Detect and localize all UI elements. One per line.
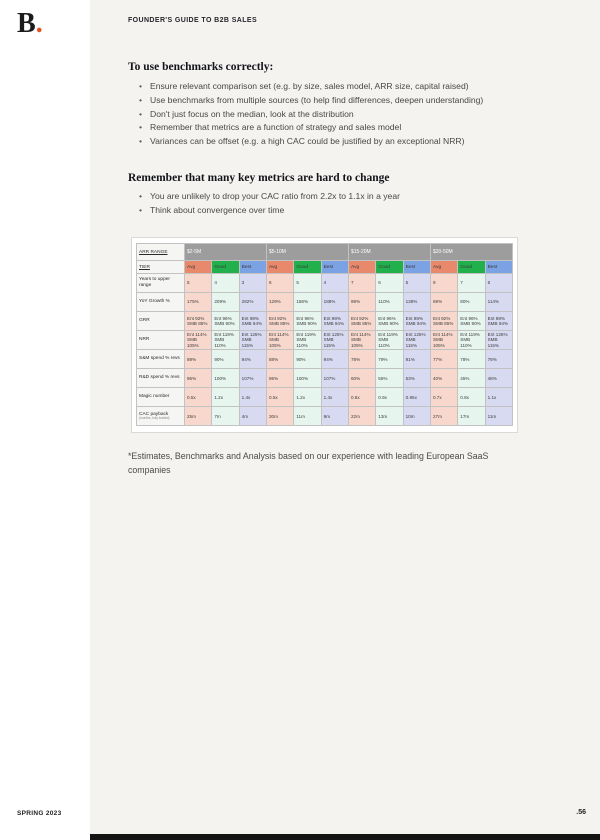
- bottom-accent-bar: [90, 834, 600, 840]
- table-row: [137, 388, 513, 407]
- metric-value-cell: 0.95x: [403, 388, 430, 407]
- brand-logo-letter: B: [17, 8, 36, 39]
- tier-header-best: Best: [239, 261, 266, 274]
- metric-value-cell: 0.8x: [458, 388, 485, 407]
- metric-value-cell: 0.5x: [266, 388, 293, 407]
- metric-value-cell: 27m: [430, 407, 457, 426]
- arr-range-group-header: $5-10M: [266, 244, 348, 261]
- metric-value-cell: 60%: [348, 369, 375, 388]
- benchmark-table-body: [137, 274, 513, 426]
- left-margin-strip: [0, 0, 90, 840]
- arr-range-group-header: $20-50M: [430, 244, 512, 261]
- metric-label: S&M spend % revs: [137, 350, 185, 369]
- metric-label: YoY Growth %: [137, 293, 185, 312]
- metric-value-cell: 0.5x: [185, 388, 212, 407]
- metric-value-cell: 53%: [403, 369, 430, 388]
- metric-value-cell: Ent 98% SMB 94%: [321, 312, 348, 331]
- metric-value-cell: 69%: [430, 293, 457, 312]
- metric-value-cell: Ent 96% SMB 90%: [212, 312, 239, 331]
- bullet-item: • Use benchmarks from multiple sources (to help find differences, deepen understanding): [139, 94, 535, 108]
- metric-value-cell: 22m: [348, 407, 375, 426]
- metric-value-cell: 78%: [485, 350, 512, 369]
- tier-header-best: Best: [321, 261, 348, 274]
- table-row: [137, 331, 513, 350]
- metric-value-cell: 25m: [185, 407, 212, 426]
- metric-value-cell: 80%: [458, 293, 485, 312]
- metric-value-cell: 3: [239, 274, 266, 293]
- metric-value-cell: 7m: [212, 407, 239, 426]
- bullet-item: • Ensure relevant comparison set (e.g. by size, sales model, ARR size, capital raised): [139, 80, 535, 94]
- metric-value-cell: 0.6x: [348, 388, 375, 407]
- hard-to-change-bullet-list: [139, 190, 535, 218]
- table-row: [137, 274, 513, 293]
- table-row: [137, 312, 513, 331]
- metric-value-cell: 45%: [458, 369, 485, 388]
- metric-value-cell: 138%: [403, 293, 430, 312]
- metric-value-cell: 6: [485, 274, 512, 293]
- metric-value-cell: Ent 125% SMB 115%: [485, 331, 512, 350]
- tier-corner-label: TIER: [137, 261, 185, 274]
- metric-value-cell: 9: [430, 274, 457, 293]
- metric-value-cell: 1.4x: [321, 388, 348, 407]
- tier-header-avg: Avg: [348, 261, 375, 274]
- metric-value-cell: Ent 114% SMB 105%: [348, 331, 375, 350]
- metric-value-cell: 77%: [430, 350, 457, 369]
- metric-value-cell: 107%: [239, 369, 266, 388]
- metric-value-cell: Ent 98% SMB 94%: [239, 312, 266, 331]
- metric-value-cell: Ent 96% SMB 90%: [458, 312, 485, 331]
- metric-value-cell: Ent 125% SMB 115%: [239, 331, 266, 350]
- bullet-item: • Don't just focus on the median, look at the distribution: [139, 108, 535, 122]
- metric-value-cell: 129%: [266, 293, 293, 312]
- metric-value-cell: 100%: [294, 369, 321, 388]
- metric-value-cell: 94%: [321, 350, 348, 369]
- metric-value-cell: Ent 92% SMB 85%: [348, 312, 375, 331]
- metric-value-cell: Ent 92% SMB 85%: [185, 312, 212, 331]
- metric-value-cell: Ent 119% SMB 110%: [458, 331, 485, 350]
- metric-value-cell: 6: [266, 274, 293, 293]
- arr-range-corner-label: ARR RANGE: [137, 244, 185, 261]
- tier-header-good: Good: [376, 261, 403, 274]
- metric-label: GRR: [137, 312, 185, 331]
- metric-value-cell: 88%: [266, 350, 293, 369]
- metric-value-cell: 78%: [348, 350, 375, 369]
- metric-value-cell: 91%: [403, 350, 430, 369]
- metric-value-cell: 1.2x: [212, 388, 239, 407]
- metric-value-cell: 1.4x: [239, 388, 266, 407]
- metric-value-cell: 30m: [266, 407, 293, 426]
- tier-header-good: Good: [294, 261, 321, 274]
- metric-value-cell: Ent 98% SMB 94%: [403, 312, 430, 331]
- arr-range-group-header: $2-5M: [185, 244, 267, 261]
- metric-value-cell: 17m: [458, 407, 485, 426]
- metric-value-cell: 7: [458, 274, 485, 293]
- metric-value-cell: 7: [348, 274, 375, 293]
- metric-value-cell: 13m: [376, 407, 403, 426]
- metric-sublabel: (months, fully loaded): [139, 416, 170, 421]
- metric-value-cell: 9m: [321, 407, 348, 426]
- metric-label: NRR: [137, 331, 185, 350]
- metric-value-cell: 79%: [376, 350, 403, 369]
- metric-value-cell: 4: [212, 274, 239, 293]
- bullet-item: • Variances can be offset (e.g. a high CAC could be justified by an exceptional NRR): [139, 135, 535, 149]
- metric-value-cell: Ent 114% SMB 105%: [266, 331, 293, 350]
- metric-value-cell: Ent 119% SMB 110%: [212, 331, 239, 350]
- table-row: [137, 369, 513, 388]
- metric-value-cell: 4m: [239, 407, 266, 426]
- metric-value-cell: 282%: [239, 293, 266, 312]
- tier-header-avg: Avg: [266, 261, 293, 274]
- footnote-text: *Estimates, Benchmarks and Analysis based on our experience with leading European SaaS companies: [128, 451, 489, 475]
- metric-value-cell: 95%: [185, 369, 212, 388]
- table-row: [137, 407, 513, 426]
- metric-value-cell: 90%: [212, 350, 239, 369]
- tier-header-best: Best: [485, 261, 512, 274]
- metric-value-cell: Ent 92% SMB 85%: [430, 312, 457, 331]
- metric-value-cell: 107%: [321, 369, 348, 388]
- brand-logo-dot-icon: .: [35, 8, 43, 39]
- metric-value-cell: 114%: [485, 293, 512, 312]
- bullet-item: • You are unlikely to drop your CAC ratio from 2.2x to 1.1x in a year: [139, 190, 535, 204]
- metric-value-cell: 110%: [376, 293, 403, 312]
- tier-header-avg: Avg: [430, 261, 457, 274]
- bullet-item: • Think about convergence over time: [139, 204, 535, 218]
- metric-value-cell: 5: [185, 274, 212, 293]
- metric-value-cell: 209%: [212, 293, 239, 312]
- metric-value-cell: 48%: [485, 369, 512, 388]
- footer-season-label: SPRING 2023: [17, 810, 62, 817]
- bullet-item: • Remember that metrics are a function of strategy and sales model: [139, 121, 535, 135]
- tier-header-best: Best: [403, 261, 430, 274]
- metric-value-cell: 98%: [348, 293, 375, 312]
- tier-header-good: Good: [212, 261, 239, 274]
- section-heading-hard-to-change: Remember that many key metrics are hard to change: [128, 172, 390, 184]
- metric-value-cell: 100%: [212, 369, 239, 388]
- page-kicker: FOUNDER'S GUIDE TO B2B SALES: [128, 17, 258, 24]
- metric-value-cell: 10m: [403, 407, 430, 426]
- metric-value-cell: 5: [403, 274, 430, 293]
- metric-value-cell: 1.2x: [294, 388, 321, 407]
- metric-value-cell: 90%: [294, 350, 321, 369]
- table-row: [137, 293, 513, 312]
- metric-value-cell: 5: [294, 274, 321, 293]
- page-number: .56: [576, 809, 586, 816]
- benchmark-table-card: [131, 237, 518, 433]
- metric-value-cell: 94%: [239, 350, 266, 369]
- metric-value-cell: 0.9x: [376, 388, 403, 407]
- metric-value-cell: Ent 96% SMB 90%: [376, 312, 403, 331]
- metric-label: Magic number: [137, 388, 185, 407]
- metric-value-cell: Ent 114% SMB 105%: [185, 331, 212, 350]
- benchmark-table: [136, 243, 513, 426]
- metric-value-cell: Ent 125% SMB 115%: [403, 331, 430, 350]
- metric-value-cell: 1.1x: [485, 388, 512, 407]
- metric-value-cell: 78%: [458, 350, 485, 369]
- metric-label: CAC payback (months, fully loaded): [137, 407, 185, 426]
- metric-value-cell: 0.7x: [430, 388, 457, 407]
- brand-logo: [17, 8, 43, 40]
- arr-range-group-header: $15-20M: [348, 244, 430, 261]
- metric-value-cell: 95%: [266, 369, 293, 388]
- metric-value-cell: 55%: [376, 369, 403, 388]
- metric-value-cell: Ent 96% SMB 90%: [294, 312, 321, 331]
- metric-value-cell: 11m: [294, 407, 321, 426]
- table-row: [137, 350, 513, 369]
- metric-value-cell: Ent 119% SMB 110%: [376, 331, 403, 350]
- metric-value-cell: Ent 98% SMB 94%: [485, 312, 512, 331]
- tier-header-avg: Avg: [185, 261, 212, 274]
- metric-label: R&D spend % revs: [137, 369, 185, 388]
- metric-value-cell: 175%: [185, 293, 212, 312]
- tier-header-good: Good: [458, 261, 485, 274]
- metric-value-cell: Ent 119% SMB 110%: [294, 331, 321, 350]
- metric-value-cell: Ent 114% SMB 105%: [430, 331, 457, 350]
- metric-value-cell: 11m: [485, 407, 512, 426]
- benchmark-table-head: [137, 244, 513, 274]
- section-heading-benchmarks: To use benchmarks correctly:: [128, 61, 274, 73]
- metric-value-cell: 188%: [321, 293, 348, 312]
- metric-value-cell: Ent 125% SMB 115%: [321, 331, 348, 350]
- metric-value-cell: Ent 92% SMB 85%: [266, 312, 293, 331]
- metric-value-cell: 89%: [185, 350, 212, 369]
- metric-value-cell: 6: [376, 274, 403, 293]
- metric-label: Years to upper range: [137, 274, 185, 293]
- metric-value-cell: 40%: [430, 369, 457, 388]
- metric-value-cell: 4: [321, 274, 348, 293]
- benchmarks-bullet-list: [139, 80, 535, 149]
- metric-value-cell: 158%: [294, 293, 321, 312]
